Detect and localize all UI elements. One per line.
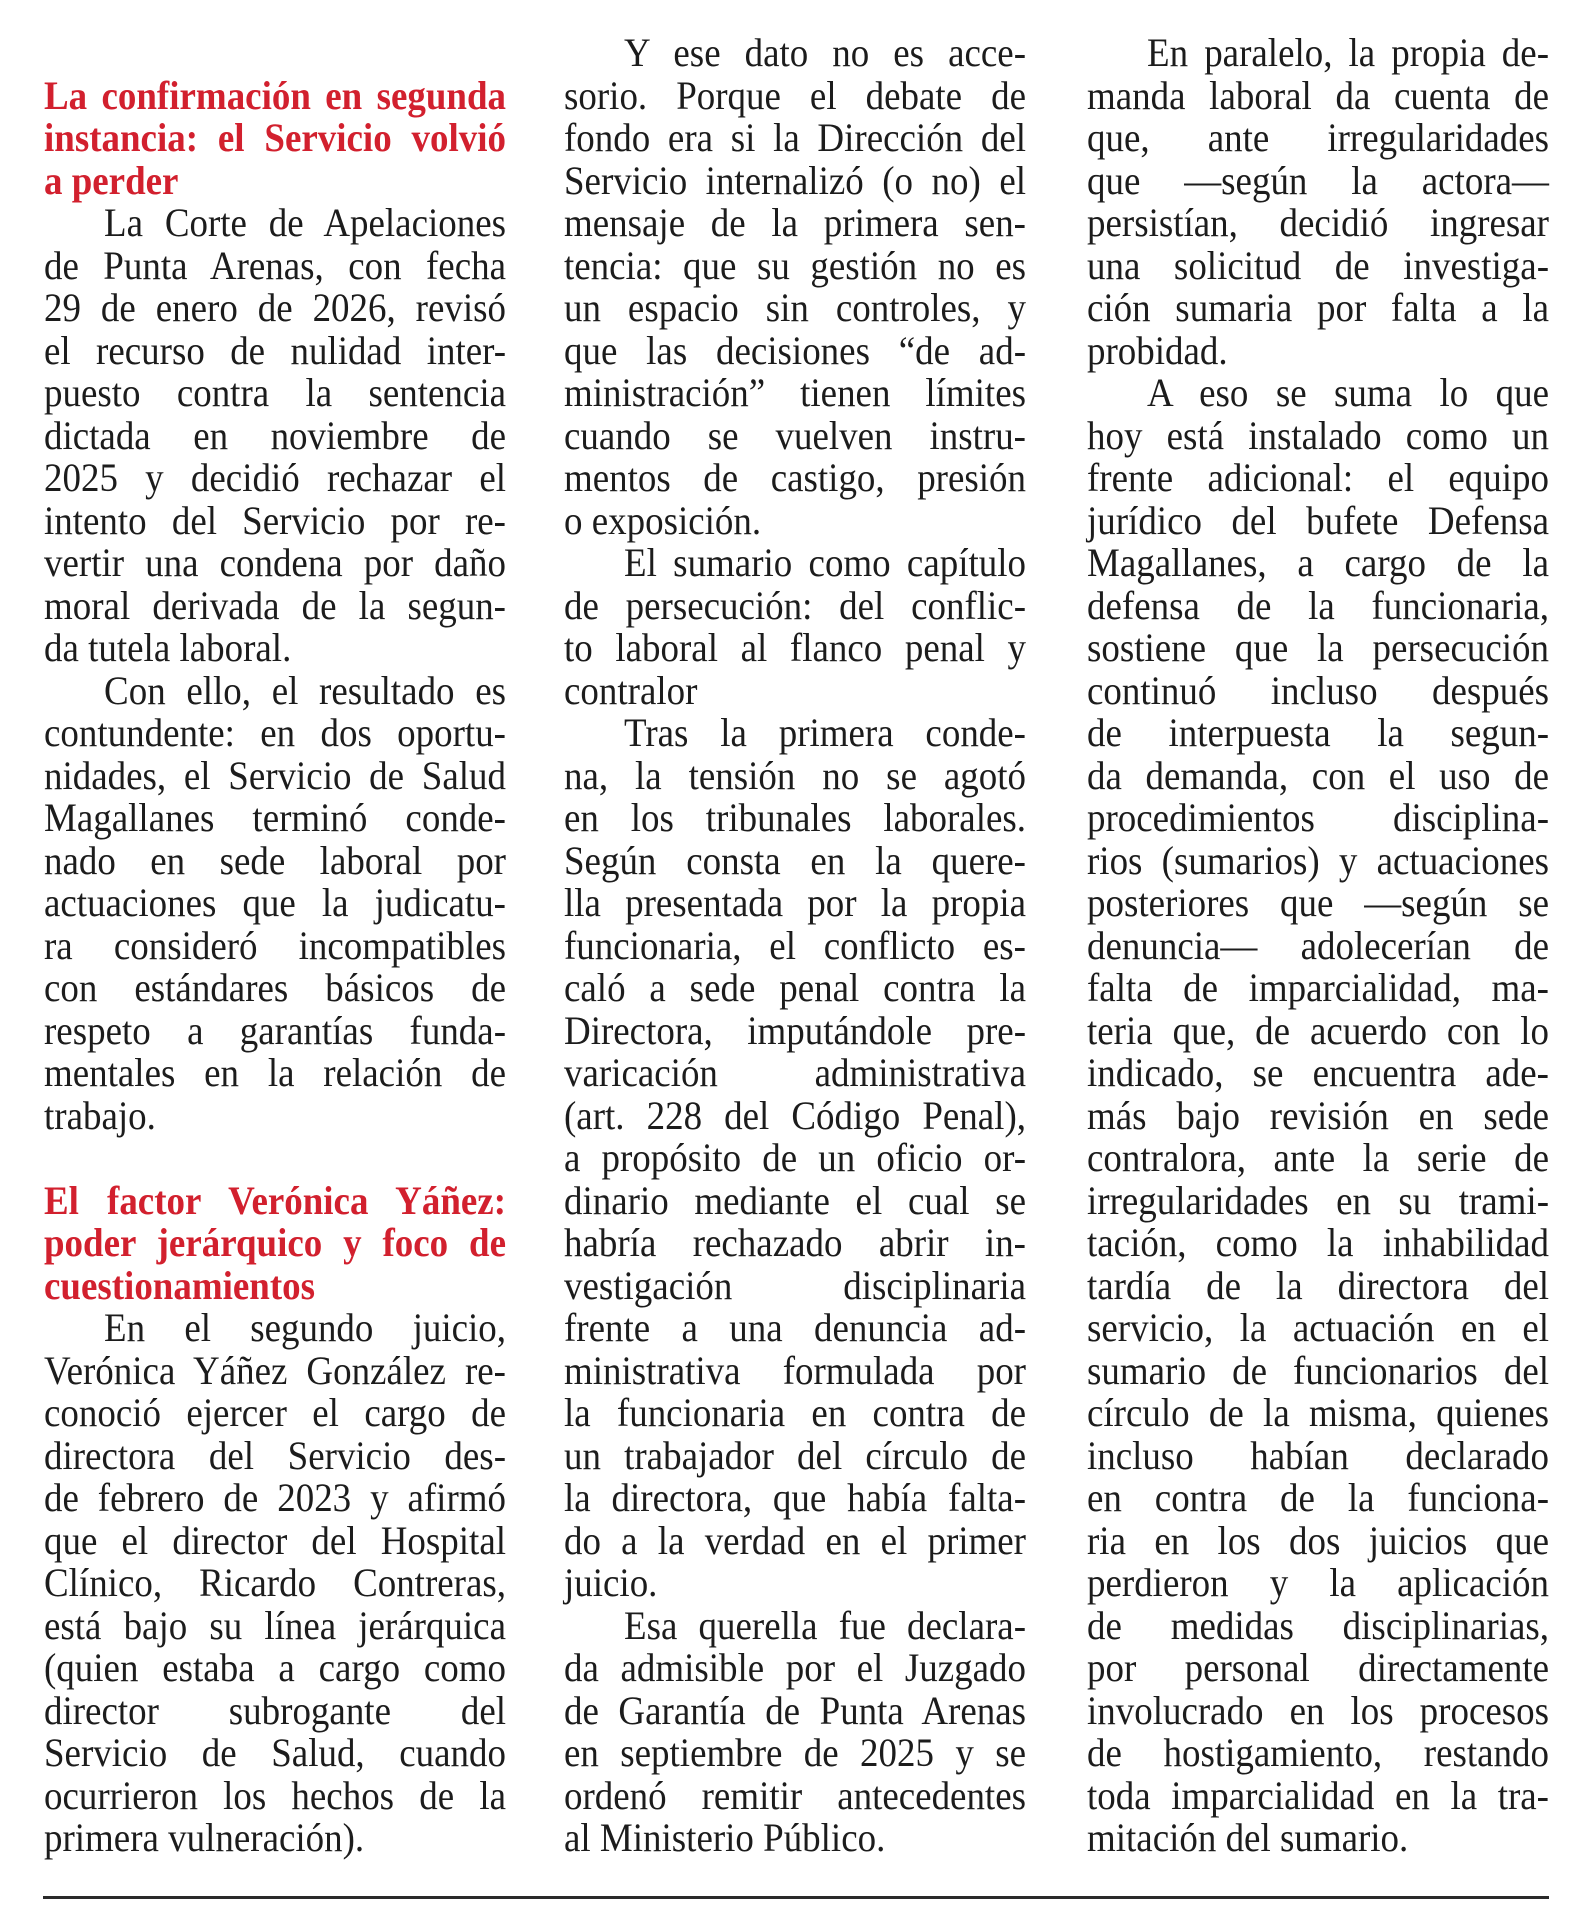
text-line: una solicitud de investiga- <box>1087 242 1549 288</box>
text-line: habría rechazado abrir in- <box>564 1220 1026 1265</box>
text-line: nado en sede laboral por <box>44 837 506 883</box>
text-line: ministrativa formulada por <box>564 1347 1026 1393</box>
text-line: La Corte de Apelaciones <box>104 200 506 245</box>
text-line: ra consideró incompatibles <box>44 922 506 968</box>
heading-line: La confirmación en segunda <box>44 72 506 118</box>
heading-line: El factor Verónica Yáñez: <box>44 1177 506 1223</box>
text-line: manda laboral da cuenta de <box>1087 72 1549 118</box>
text-line: juicio. <box>564 1560 658 1605</box>
text-line: irregularidades en su trami- <box>1087 1177 1549 1223</box>
text-line: indicado, se encuentra ade- <box>1087 1050 1549 1095</box>
text-line: respeto a garantías funda- <box>44 1007 506 1053</box>
text-line: da admisible por el Juzgado <box>564 1645 1026 1690</box>
text-line: que, ante irregularidades <box>1087 115 1549 160</box>
text-line: varicación administrativa <box>564 1050 1026 1095</box>
text-line: Magallanes terminó conde- <box>44 795 506 840</box>
text-line: ministración” tienen límites <box>564 370 1026 415</box>
text-line: lla presentada por la propia <box>564 880 1026 925</box>
text-line: ria en los dos juicios que <box>1087 1517 1549 1563</box>
text-line: puesto contra la sentencia <box>44 370 506 415</box>
text-line: por personal directamente <box>1087 1645 1549 1690</box>
paragraph <box>1087 32 1549 372</box>
text-line: defensa de la funcionaria, <box>1087 582 1549 628</box>
text-line: sorio. Porque el debate de <box>564 72 1026 118</box>
text-line: (art. 228 del Código Penal), <box>564 1092 1026 1138</box>
text-line: moral derivada de la segun- <box>44 582 506 628</box>
text-line: ocurrieron los hechos de la <box>44 1772 506 1818</box>
text-line: Directora, imputándole pre- <box>564 1007 1026 1053</box>
text-line: Servicio de Salud, cuando <box>44 1730 506 1775</box>
subheading-line: contralor <box>564 667 698 713</box>
text-line: servicio, la actuación en el <box>1087 1305 1549 1350</box>
paragraph <box>44 1307 506 1860</box>
text-line: director subrogante del <box>44 1687 506 1733</box>
text-line: un espacio sin controles, y <box>564 285 1026 330</box>
text-line: en los tribunales laborales. <box>564 795 1026 840</box>
text-line: hoy está instalado como un <box>1087 412 1549 458</box>
text-line: denuncia— adolecerían de <box>1087 922 1549 968</box>
text-line: a propósito de un oficio or- <box>564 1135 1026 1180</box>
text-line: continuó incluso después <box>1087 667 1549 713</box>
paragraph <box>44 202 506 670</box>
paragraph <box>564 1602 1026 1860</box>
section-heading-confirmacion <box>44 72 506 203</box>
text-line: directora del Servicio des- <box>44 1432 506 1478</box>
text-line: de Punta Arenas, con fecha <box>44 242 506 288</box>
section-spacer <box>44 1137 506 1180</box>
text-line: da tutela laboral. <box>44 625 292 670</box>
text-line: involucrado en los procesos <box>1087 1687 1549 1733</box>
text-line: Verónica Yáñez González re- <box>44 1347 506 1393</box>
text-line: ción sumaria por falta a la <box>1087 285 1549 330</box>
text-line: actuaciones que la judicatu- <box>44 880 506 925</box>
text-line: conoció ejercer el cargo de <box>44 1390 506 1435</box>
text-line: intento del Servicio por re- <box>44 497 506 543</box>
text-line: nidades, el Servicio de Salud <box>44 752 506 798</box>
text-line: contundente: en dos oportu- <box>44 710 506 755</box>
heading-line: a perder <box>44 157 179 203</box>
text-line: o exposición. <box>564 497 762 543</box>
text-line: al Ministerio Público. <box>564 1815 886 1860</box>
text-line: primera vulneración). <box>44 1815 365 1860</box>
text-line: Y ese dato no es acce- <box>624 30 1026 75</box>
text-line: frente a una denuncia ad- <box>564 1305 1026 1350</box>
text-line: falta de imparcialidad, ma- <box>1087 965 1549 1010</box>
text-line: perdieron y la aplicación <box>1087 1560 1549 1605</box>
bottom-rule <box>43 1896 1549 1899</box>
text-line: incluso habían declarado <box>1087 1432 1549 1478</box>
text-line: ordenó remitir antecedentes <box>564 1772 1026 1818</box>
subheading-sumario <box>564 542 1026 712</box>
text-line: círculo de la misma, quienes <box>1087 1390 1549 1435</box>
paragraph <box>44 667 506 1138</box>
text-line: mentos de castigo, presión <box>564 455 1026 500</box>
heading-line: poder jerárquico y foco de <box>44 1220 506 1265</box>
text-line: Tras la primera conde- <box>624 710 1026 755</box>
text-line: caló a sede penal contra la <box>564 965 1026 1010</box>
text-line: vertir una condena por daño <box>44 540 506 585</box>
text-line: está bajo su línea jerárquica <box>44 1602 506 1648</box>
text-line: la directora, que había falta- <box>564 1475 1026 1520</box>
text-line: probidad. <box>1087 327 1228 373</box>
text-line: 2025 y decidió rechazar el <box>44 455 506 500</box>
text-line: da demanda, con el uso de <box>1087 752 1549 798</box>
column-left <box>44 72 506 1860</box>
text-line: mentales en la relación de <box>44 1050 506 1095</box>
subheading-line: to laboral al flanco penal y <box>564 625 1026 670</box>
text-line: el recurso de nulidad inter- <box>44 327 506 373</box>
text-line: tencia: que su gestión no es <box>564 242 1026 288</box>
text-line: que el director del Hospital <box>44 1517 506 1563</box>
text-line: Servicio internalizó (o no) el <box>564 157 1026 203</box>
text-line: sostiene que la persecución <box>1087 625 1549 670</box>
heading-line: instancia: el Servicio volvió <box>44 115 506 160</box>
paragraph <box>1087 372 1549 1860</box>
text-line: Clínico, Ricardo Contreras, <box>44 1560 506 1605</box>
text-line: toda imparcialidad en la tra- <box>1087 1772 1549 1818</box>
text-line: que las decisiones “de ad- <box>564 327 1026 373</box>
text-line: mensaje de la primera sen- <box>564 200 1026 245</box>
text-line: en septiembre de 2025 y se <box>564 1730 1026 1775</box>
text-line: persistían, decidió ingresar <box>1087 200 1549 245</box>
heading-line: cuestionamientos <box>44 1262 316 1308</box>
text-line: un trabajador del círculo de <box>564 1432 1026 1478</box>
text-line: procedimientos disciplina- <box>1087 795 1549 840</box>
text-line: de Garantía de Punta Arenas <box>564 1687 1026 1733</box>
text-line: de febrero de 2023 y afirmó <box>44 1475 506 1520</box>
text-line: funcionaria, el conflicto es- <box>564 922 1026 968</box>
text-line: tación, como la inhabilidad <box>1087 1220 1549 1265</box>
text-line: posteriores que —según se <box>1087 880 1549 925</box>
text-line: más bajo revisión en sede <box>1087 1092 1549 1138</box>
text-line: en contra de la funciona- <box>1087 1475 1549 1520</box>
text-line: de medidas disciplinarias, <box>1087 1602 1549 1648</box>
subheading-line: El sumario como capítulo <box>624 540 1026 585</box>
text-line: Magallanes, a cargo de la <box>1087 540 1549 585</box>
subheading-line: de persecución: del conflic- <box>564 582 1026 628</box>
text-line: con estándares básicos de <box>44 965 506 1010</box>
text-line: dinario mediante el cual se <box>564 1177 1026 1223</box>
text-line: mitación del sumario. <box>1087 1815 1409 1860</box>
text-line: Esa querella fue declara- <box>624 1602 1026 1648</box>
text-line: Con ello, el resultado es <box>104 667 506 713</box>
text-line: de interpuesta la segun- <box>1087 710 1549 755</box>
text-line: sumario de funcionarios del <box>1087 1347 1549 1393</box>
column-center <box>564 32 1026 1860</box>
text-line: fondo era si la Dirección del <box>564 115 1026 160</box>
text-line: teria que, de acuerdo con lo <box>1087 1007 1549 1053</box>
text-line: rios (sumarios) y actuaciones <box>1087 837 1549 883</box>
text-line: que —según la actora— <box>1087 157 1549 203</box>
text-line: Según consta en la quere- <box>564 837 1026 883</box>
text-line: na, la tensión no se agotó <box>564 752 1026 798</box>
text-line: vestigación disciplinaria <box>564 1262 1026 1308</box>
text-line: jurídico del bufete Defensa <box>1087 497 1549 543</box>
text-line: do a la verdad en el primer <box>564 1517 1026 1563</box>
column-right <box>1087 32 1549 1860</box>
section-heading-factor-yanez <box>44 1177 506 1308</box>
paragraph <box>564 32 1026 542</box>
text-line: contralora, ante la serie de <box>1087 1135 1549 1180</box>
text-line: frente adicional: el equipo <box>1087 455 1549 500</box>
text-line: (quien estaba a cargo como <box>44 1645 506 1690</box>
text-line: A eso se suma lo que <box>1147 370 1549 415</box>
text-line: En paralelo, la propia de- <box>1147 30 1549 75</box>
text-line: la funcionaria en contra de <box>564 1390 1026 1435</box>
text-line: cuando se vuelven instru- <box>564 412 1026 458</box>
text-line: dictada en noviembre de <box>44 412 506 458</box>
text-line: 29 de enero de 2026, revisó <box>44 285 506 330</box>
text-line: trabajo. <box>44 1092 156 1138</box>
text-line: En el segundo juicio, <box>104 1305 506 1350</box>
text-line: de hostigamiento, restando <box>1087 1730 1549 1775</box>
text-line: tardía de la directora del <box>1087 1262 1549 1308</box>
paragraph <box>564 712 1026 1605</box>
